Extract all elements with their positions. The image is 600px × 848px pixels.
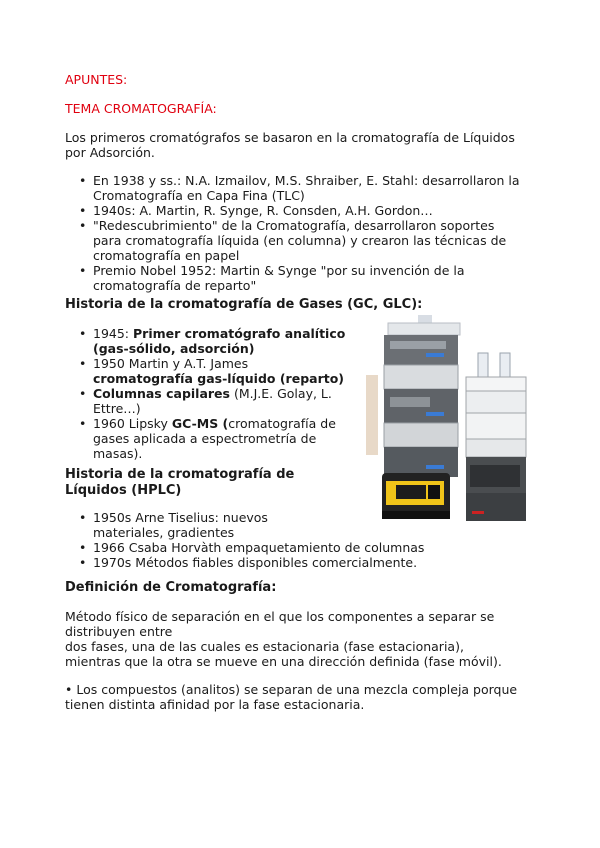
- definicion-line2: dos fases, una de las cuales es estacionaria (fase estacionaria), mientras que la otra se mueve en una dirección definida (fase móvil).: [65, 639, 502, 669]
- list-item: • En 1938 y ss.: N.A. Izmailov, M.S. Shraiber, E. Stahl: desarrollaron la Cromatografía en Capa Fina (TLC): [93, 173, 523, 203]
- list-item: • "Redescubrimiento" de la Cromatografía, desarrollaron soportes para cromatografía líquida (en columna) y crearon las técnicas de cromatografía en papel: [93, 218, 523, 263]
- list-item: • 1970s Métodos fiables disponibles comercialmente.: [93, 555, 453, 570]
- definicion-line1: Método físico de separación en el que los componentes a separar se distribuyen entre: [65, 609, 495, 639]
- definicion-bullet: • Los compuestos (analitos) se separan de una mezcla compleja porque tienen distinta afinidad por la fase estacionaria.: [65, 682, 518, 712]
- hplc-stack-left: [384, 315, 460, 477]
- definicion-heading: Definición de Cromatografía:: [65, 580, 277, 595]
- list-item: • 1966 Csaba Horvàth empaquetamiento de columnas: [93, 540, 453, 555]
- list-item: • 1940s: A. Martin, R. Synge, R. Consden, A.H. Gordon…: [93, 203, 523, 218]
- gases-list: [65, 326, 348, 461]
- list-item: • 1945: Primer cromatógrafo analítico (gas-sólido, adsorción): [93, 326, 348, 356]
- apuntes-label: APUNTES:: [65, 72, 128, 87]
- tema-title: TEMA CROMATOGRAFÍA:: [65, 101, 217, 116]
- list-item: • 1950s Arne Tiselius: nuevos materiales, gradientes: [93, 510, 333, 540]
- chromatograph-instruments-image: [366, 315, 532, 525]
- gases-heading: Historia de la cromatografía de Gases (GC, GLC):: [65, 297, 423, 312]
- list-item: • 1960 Lipsky GC-MS (cromatografía de gases aplicada a espectrometría de masas).: [93, 416, 348, 461]
- portable-gc-device: [382, 473, 450, 519]
- list-item: • Premio Nobel 1952: Martin & Synge "por su invención de la cromatografía de reparto": [93, 263, 523, 293]
- liquidos-heading: Historia de la cromatografía de Líquidos (HPLC): [65, 467, 295, 498]
- hplc-stack-right: [466, 353, 526, 521]
- list-item: • Columnas capilares (M.J.E. Golay, L. Ettre…): [93, 386, 348, 416]
- history-list: [65, 173, 523, 293]
- intro-paragraph: Los primeros cromatógrafos se basaron en la cromatografía de Líquidos por Adsorción.: [65, 130, 515, 160]
- list-item: • 1950 Martin y A.T. James cromatografía gas-líquido (reparto): [93, 356, 348, 386]
